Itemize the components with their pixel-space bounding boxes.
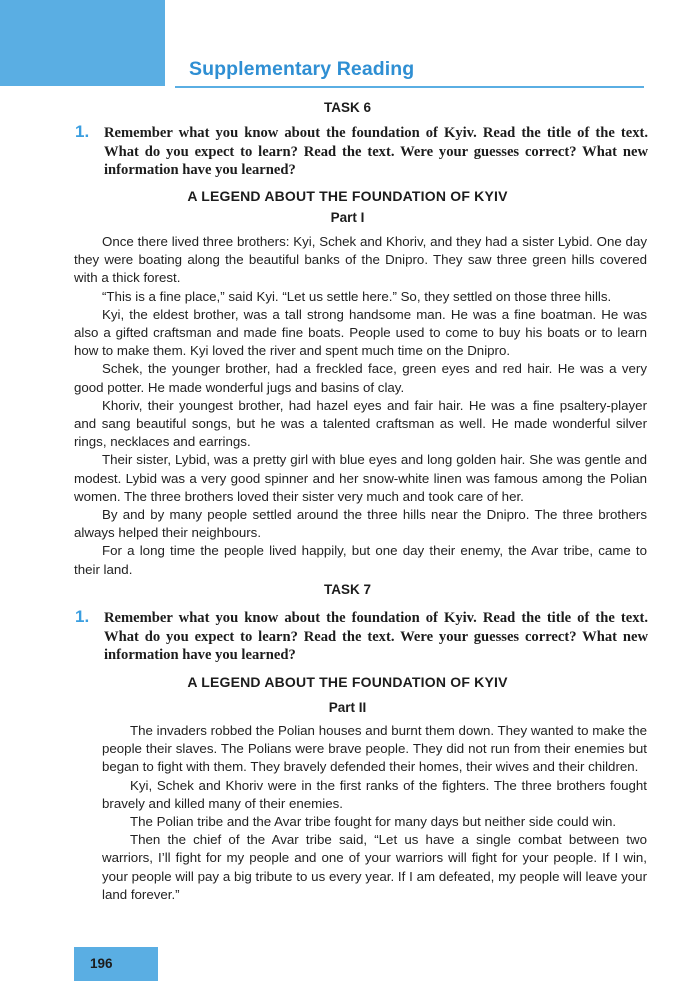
paragraph: Kyi, Schek and Khoriv were in the first ranks of the fighters. The three brothers fought bravely and killed many of their enemies. bbox=[102, 777, 647, 811]
legend-title: A LEGEND ABOUT THE FOUNDATION OF KYIV bbox=[187, 674, 508, 690]
section-title: Supplementary Reading bbox=[189, 58, 415, 80]
task-7-label: TASK 7 bbox=[323, 582, 371, 597]
corner-color-block bbox=[0, 0, 165, 86]
paragraph: The Polian tribe and the Avar tribe fought for many days but neither side could win. bbox=[130, 814, 617, 830]
story-text-part-2 bbox=[102, 722, 647, 904]
page-number: 196 bbox=[90, 956, 113, 971]
exercise-instructions: Remember what you know about the foundation of Kyiv. Read the title of the text. What do you expect to learn? Read the text. Were your guesses correct? What new information have you learned? bbox=[104, 125, 648, 179]
task-6-label: TASK 6 bbox=[323, 100, 371, 115]
header-underline bbox=[175, 86, 644, 88]
paragraph: Then the chief of the Avar tribe said, “Let us have a single combat between two warriors, I’ll fight for my people and one of your warriors will fight for your people. If I win, your people will pay a big tribute to us every year. If I am defeated, my people will leave your land forever.” bbox=[102, 832, 647, 902]
paragraph: By and by many people settled around the three hills near the Dnipro. The three brothers always helped their neighbours. bbox=[74, 507, 647, 541]
part-title: Part II bbox=[328, 700, 367, 715]
paragraph: Khoriv, their youngest brother, had hazel eyes and fair hair. He was a fine psaltery-player and sang beautiful songs, but he was a talented craftsman as well. He made wonderful silver rings, necklaces and earrings. bbox=[74, 397, 647, 450]
part-title: Part I bbox=[330, 210, 365, 225]
paragraph: The invaders robbed the Polian houses and burnt them down. They wanted to make the people their slaves. The Polians were brave people. They did not run from their enemies but began to fight with them. They bravely defended their homes, their wives and their children. bbox=[102, 723, 647, 775]
paragraph: Their sister, Lybid, was a pretty girl with blue eyes and long golden hair. She was gentle and modest. Lybid was a very good spinner and her snow-white linen was famous among the Polian women. The three brothers loved their sister very much and took care of her. bbox=[74, 452, 647, 504]
story-text-part-1 bbox=[74, 233, 647, 579]
legend-title: A LEGEND ABOUT THE FOUNDATION OF KYIV bbox=[187, 188, 508, 204]
paragraph: Kyi, the eldest brother, was a tall strong handsome man. He was a fine boatman. He was also a gifted craftsman and made fine boats. People used to come to buy his boats or to learn how to make them. Kyi loved the river and spent much time on the Dnipro. bbox=[74, 306, 647, 359]
exercise-number: 1. bbox=[75, 122, 90, 141]
exercise-instructions: Remember what you know about the foundation of Kyiv. Read the title of the text. What do you expect to learn? Read the text. Were your guesses correct? What new information have you learned? bbox=[104, 610, 648, 664]
paragraph: Once there lived three brothers: Kyi, Schek and Khoriv, and they had a sister Lybid. One day they were boating along the beautiful banks of the Dnipro. They saw three green hills covered with a thick forest. bbox=[74, 234, 647, 286]
paragraph: Schek, the younger brother, had a freckled face, green eyes and red hair. He was a very good potter. He made wonderful jugs and basins of clay. bbox=[74, 361, 647, 395]
page-number-box bbox=[74, 947, 158, 981]
paragraph: “This is a fine place,” said Kyi. “Let us settle here.” So, they settled on those three hills. bbox=[102, 288, 612, 304]
paragraph: For a long time the people lived happily, but one day their enemy, the Avar tribe, came to their land. bbox=[74, 543, 647, 577]
exercise-number: 1. bbox=[75, 607, 90, 626]
